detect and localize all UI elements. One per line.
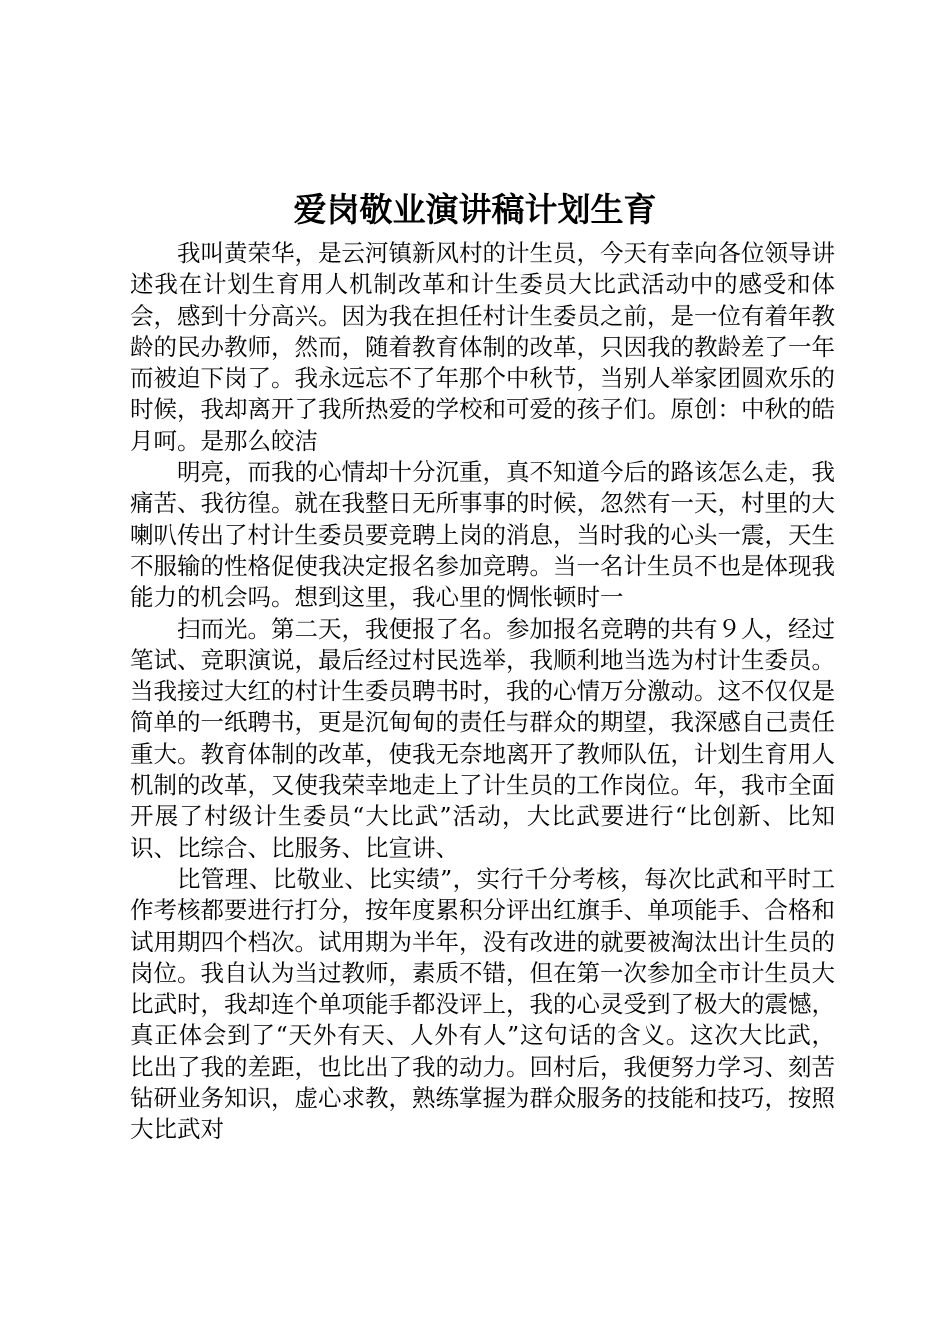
paragraph: 比管理、比敬业、比实绩”，实行千分考核，每次比武和平时工作考核都要进行打分，按年度累积分评出红旗手、单项能手、合格和试用期四个档次。试用期为半年，没有改进的就要被淘汰出计生员的岗位。我自认为当过教师，素质不错，但在第一次参加全市计生员大比武时，我却连个单项能手都没评上，我的心灵受到了极大的震憾，真正体会到了“天外有天、人外有人”这句话的含义。这次大比武，比出了我的差距，也比出了我的动力。回村后，我便努力学习、刻苦钻研业务知识，虚心求教，熟练掌握为群众服务的技能和技巧，按照大比武对 xyxy=(130,864,835,1144)
paragraph: 扫而光。第二天，我便报了名。参加报名竞聘的共有９人，经过笔试、竞职演说，最后经过村民选举，我顺利地当选为村计生委员。当我接过大红的村计生委员聘书时，我的心情万分激动。这不仅仅是简单的一纸聘书，更是沉甸甸的责任与群众的期望，我深感自己责任重大。教育体制的改革，使我无奈地离开了教师队伍，计划生育用人机制的改革，又使我荣幸地走上了计生员的工作岗位。年，我市全面开展了村级计生委员“大比武”活动，大比武要进行“比创新、比知识、比综合、比服务、比宣讲、 xyxy=(130,614,835,862)
paragraph: 我叫黄荣华，是云河镇新风村的计生员，今天有幸向各位领导讲述我在计划生育用人机制改革和计生委员大比武活动中的感受和体会，感到十分高兴。因为我在担任村计生委员之前，是一位有着年教龄的民办教师，然而，随着教育体制的改革，只因我的教龄差了一年而被迫下岗了。我永远忘不了年那个中秋节，当别人举家团圆欢乐的时候，我却离开了我所热爱的学校和可爱的孩子们。原创：中秋的皓月呵。是那么皎洁 xyxy=(130,239,835,455)
document-title: 爱岗敬业演讲稿计划生育 xyxy=(293,190,657,229)
paragraph: 明亮，而我的心情却十分沉重，真不知道今后的路该怎么走，我痛苦、我彷徨。就在我整日无所事事的时候，忽然有一天，村里的大喇叭传出了村计生委员要竞聘上岗的消息，当时我的心头一震，天生不服输的性格促使我决定报名参加竞聘。当一名计生员不也是体现我能力的机会吗。想到这里，我心里的惆怅顿时一 xyxy=(130,458,835,612)
document-body xyxy=(130,238,835,1146)
